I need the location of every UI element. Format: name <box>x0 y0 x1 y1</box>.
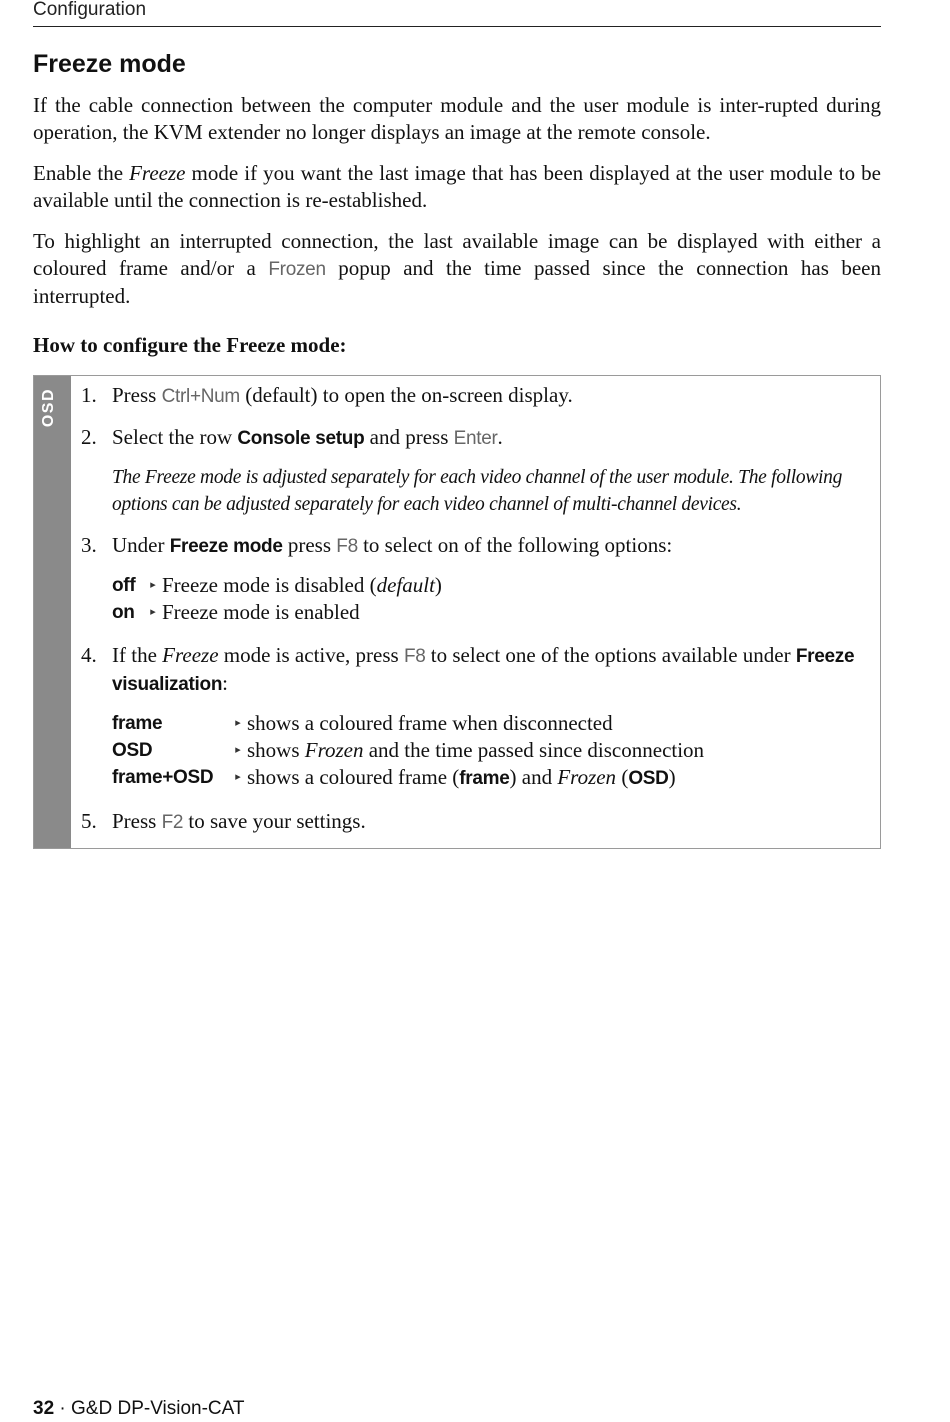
triangle-right-icon: ▸ <box>235 771 241 783</box>
text-run: ) <box>434 573 442 597</box>
text-run: (default) to open the on-screen display. <box>239 383 573 407</box>
text-run: and press <box>364 425 454 449</box>
keyword-freeze-visualization: Freeze visualization <box>112 646 855 695</box>
step-number: 5. <box>81 809 97 833</box>
emphasis-freeze: Freeze <box>129 161 186 185</box>
option-desc: Freeze mode is enabled <box>162 600 360 624</box>
step-2-note: The Freeze mode is adjusted separately for each video channel of the user module. The following options can be adjusted separately for each video channel of multi-channel devices. <box>112 467 843 515</box>
section-title: Configuration <box>33 0 147 20</box>
text-run: . <box>497 425 503 449</box>
text-run: mode is active, press <box>218 643 404 667</box>
text-run: If the <box>112 643 163 667</box>
keyword-freeze-mode: Freeze mode <box>169 536 283 557</box>
step-number: 3. <box>81 533 97 557</box>
triangle-right-icon: ▸ <box>150 606 156 618</box>
option-key: on <box>112 602 135 623</box>
page-title: Freeze mode <box>33 50 186 78</box>
howto-heading: How to configure the Freeze mode: <box>33 333 347 357</box>
keyword-f8: F8 <box>403 646 426 667</box>
option-row-frame-osd <box>112 764 870 792</box>
page-footer <box>33 1398 245 1420</box>
option-row-off <box>112 572 870 599</box>
text-run: ) <box>668 765 676 789</box>
footer-separator: · <box>54 1398 72 1419</box>
emphasis-frozen: Frozen <box>557 765 617 789</box>
option-desc: shows a coloured frame when disconnected <box>247 711 613 735</box>
text-run: Select the row <box>112 425 238 449</box>
text-run: mode if you want the last image that has been displayed at the user module to be available until the connection is re-established. <box>33 161 881 212</box>
page-number: 32 <box>33 1398 55 1419</box>
step-number: 4. <box>81 643 97 667</box>
text-run: popup and the time passed since the connection has been interrupted. <box>33 256 881 308</box>
text-run: to select one of the options available under <box>425 643 796 667</box>
step-2 <box>81 424 870 452</box>
osd-steps <box>71 376 880 848</box>
keyword-frame: frame <box>459 768 510 789</box>
emphasis-frozen: Frozen <box>304 738 364 762</box>
option-desc <box>162 572 442 599</box>
emphasis-default: default <box>376 573 435 597</box>
text-run: shows <box>247 738 305 762</box>
text-run: shows a coloured frame ( <box>247 765 460 789</box>
freeze-mode-options <box>112 572 870 626</box>
step-number: 2. <box>81 425 97 449</box>
text-run: To highlight an interrupted connection, the last available image can be displayed with either a coloured frame and/or a <box>33 229 881 280</box>
triangle-right-icon: ▸ <box>150 579 156 591</box>
text-run: Enable the <box>33 161 130 185</box>
keyword-f8: F8 <box>336 536 358 557</box>
option-row-frame <box>112 710 870 737</box>
step-5 <box>81 808 870 836</box>
keyword-console-setup: Console setup <box>237 428 365 449</box>
text-run: to select on of the following options: <box>357 533 673 557</box>
step-text <box>112 382 870 410</box>
triangle-right-icon: ▸ <box>235 744 241 756</box>
text-run: Press <box>112 383 162 407</box>
text-run: Under <box>112 533 170 557</box>
option-key: OSD <box>112 740 153 761</box>
step-text <box>112 532 870 560</box>
option-desc <box>247 737 704 764</box>
text-run: Press <box>112 809 162 833</box>
osd-instructions-box <box>33 375 881 849</box>
product-name: G&D DP-Vision-CAT <box>71 1398 245 1419</box>
step-text <box>112 642 870 698</box>
option-key: frame+OSD <box>112 767 214 788</box>
step-text <box>112 424 870 452</box>
text-run: press <box>282 533 337 557</box>
text-run: : <box>222 671 228 695</box>
keyword-enter: Enter <box>453 428 498 449</box>
paragraph-enable <box>33 160 881 214</box>
text-run: to save your settings. <box>183 809 366 833</box>
option-key: frame <box>112 713 163 734</box>
option-key: off <box>112 575 136 596</box>
option-row-osd <box>112 737 870 764</box>
main-content <box>33 48 881 849</box>
option-desc <box>247 764 676 792</box>
paragraph-highlight <box>33 228 881 310</box>
text-run: and the time passed since disconnection <box>363 738 705 762</box>
step-1 <box>81 382 870 410</box>
keyword-f2: F2 <box>161 812 184 833</box>
text-run: ( <box>616 765 629 789</box>
text-run: ) and <box>509 765 558 789</box>
keyword-osd: OSD <box>628 768 669 789</box>
keyword-hotkey: Ctrl+Num <box>161 386 240 407</box>
paragraph-intro-text: If the cable connection between the computer module and the user module is inter-rupted during operation, the KVM extender no longer displays an image at the remote console. <box>33 93 881 144</box>
osd-tab-label: OSD <box>40 388 57 428</box>
step-4 <box>81 642 870 698</box>
freeze-visualization-options <box>112 710 870 792</box>
keyword-frozen: Frozen <box>268 259 326 280</box>
step-text <box>112 808 870 836</box>
step-3 <box>81 532 870 560</box>
emphasis-freeze: Freeze <box>162 643 219 667</box>
step-number: 1. <box>81 383 97 407</box>
option-row-on <box>112 599 870 626</box>
paragraph-intro <box>33 92 881 146</box>
text-run: Freeze mode is disabled ( <box>162 573 377 597</box>
osd-side-tab <box>34 376 71 848</box>
page-header <box>33 0 881 27</box>
triangle-right-icon: ▸ <box>235 717 241 729</box>
